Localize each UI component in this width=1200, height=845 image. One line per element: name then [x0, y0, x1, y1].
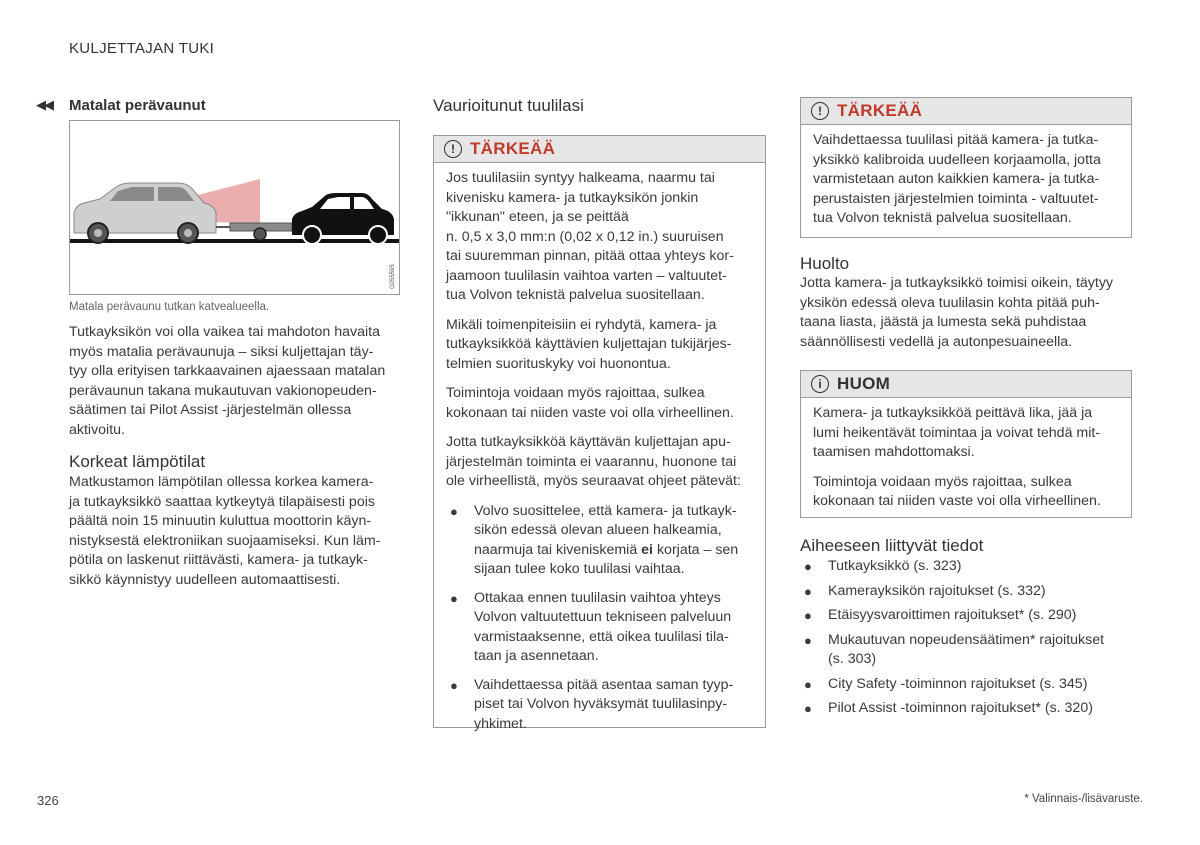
list-item: ● Volvo suosittelee, että kamera- ja tutkayk- sikön edessä olevan alueen halkeamia, naarmuja tai kiveniskemiä ei korjata – sen sijaan tulee koko tuulilasi vaihtaa.	[450, 502, 739, 577]
dirt-paragraph: Kamera- ja tutkayksikköä peittävä lika, jää ja lumi heikentävät toimintaa ja voivat tehdä mit- taamisen mahdottomaksi.	[813, 405, 1101, 460]
note-title: HUOM	[837, 374, 891, 393]
list-item: ● Ottakaa ennen tuulilasin vaihtoa yhteys Volvon valtuutettuun tekniseen palveluun varmistaaksenne, että oikea tuulilasi tila- taan ja asennetaan.	[450, 589, 732, 664]
instructions-list	[446, 502, 753, 735]
note-box-header	[801, 371, 1131, 398]
functions-limited-note-paragraph: Toimintoja voidaan myös rajoittaa, sulkea kokonaan tai niiden vaste voi olla virheellinen.	[813, 473, 1101, 509]
related-link-camera-limitations[interactable]: ● Kamerayksikön rajoitukset (s. 332)	[800, 582, 1132, 602]
damaged-windshield-heading: Vaurioitunut tuulilasi	[433, 96, 584, 115]
bullet-icon: ●	[450, 503, 458, 519]
section-title: KULJETTAJAN TUKI	[69, 40, 215, 57]
important-box-header	[801, 98, 1131, 125]
related-link-pilot-assist[interactable]: ● Pilot Assist -toiminnon rajoitukset* (s. 320)	[800, 699, 1132, 719]
related-info-list-container	[800, 557, 1132, 724]
black-car-icon	[292, 193, 394, 244]
note-box-body	[801, 398, 1131, 526]
important-box-header	[434, 136, 765, 163]
bullet-icon: ●	[450, 590, 458, 606]
warning-icon: !	[444, 140, 462, 158]
performance-paragraph: Mikäli toimenpiteisiin ei ryhdytä, kamera- ja tutkayksikköä käyttävien kuljettajan tukijärjes- telmien suorituskyky voi huonontua.	[446, 316, 732, 372]
important-box-body	[801, 125, 1131, 243]
important-box-calibration	[800, 97, 1132, 238]
high-temperatures-text	[69, 473, 399, 600]
bullet-icon: ●	[804, 701, 812, 716]
back-arrows-icon[interactable]: ◀◀	[36, 97, 52, 112]
low-trailer-icon	[216, 223, 292, 240]
radar-blind-spot-figure	[70, 121, 400, 295]
maintenance-text	[800, 274, 1132, 362]
high-temperatures-heading: Korkeat lämpötilat	[69, 452, 206, 471]
low-trailers-paragraph: Tutkayksikön voi olla vaikea tai mahdoton havaita myös matalia perävaunuja – siksi kuljettajan täy- tyy olla erityisen tarkkaavainen ajaessaan matalan perävaunun takana mukautuvan vakionopeuden- säätimen tai Pilot Assist -järjestelmän ollessa aktivoitu.	[69, 324, 386, 438]
optional-equipment-note: * Valinnais-/lisävaruste.	[1024, 793, 1143, 805]
important-title: TÄRKEÄÄ	[470, 139, 556, 158]
related-info-heading: Aiheeseen liittyvät tiedot	[800, 536, 984, 555]
low-trailers-heading: Matalat perävaunut	[69, 97, 206, 114]
related-info-list	[800, 557, 1132, 719]
instructions-intro-paragraph: Jotta tutkayksikköä käyttävän kuljettajan apu- järjestelmän toiminta ei vaarannu, huonone tai ole virheellistä, myös seuraavat ohjeet pätevät:	[446, 434, 741, 489]
related-link-city-safety[interactable]: ● City Safety -toiminnon rajoitukset (s. 345)	[800, 675, 1132, 695]
low-trailers-text	[69, 323, 399, 450]
functions-limited-paragraph: Toimintoja voidaan myös rajoittaa, sulkea kokonaan tai niiden vaste voi olla virheellinen.	[446, 385, 734, 421]
bullet-icon: ●	[804, 559, 812, 574]
important-box-windshield	[433, 135, 766, 732]
related-link-distance-warning[interactable]: ● Etäisyysvaroittimen rajoitukset* (s. 290)	[800, 606, 1132, 626]
bullet-icon: ●	[804, 676, 812, 692]
important-box-body	[434, 163, 765, 747]
calibration-paragraph: Vaihdettaessa tuulilasi pitää kamera- ja tutka- yksikkö kalibroida uudelleen korjaamolla, jotta varmistetaan auton kaikkien kamera- ja tutka- perustaisten järjestelmien toiminta - valtuutet- tua Volvon teknistä palvelua suositellaan.	[813, 132, 1101, 226]
related-link-adaptive-cruise[interactable]: ● Mukautuvan nopeudensäätimen* rajoitukset (s. 303)	[804, 631, 1105, 667]
bullet-icon: ●	[804, 608, 812, 623]
suv-car-icon	[74, 183, 216, 243]
low-trailer-illustration	[69, 120, 400, 295]
high-temperatures-paragraph: Matkustamon lämpötilan ollessa korkea kamera- ja tutkayksikkö saattaa kytkeytyä tilapäisesti pois päältä noin 15 minuutin kuluttua moottorin käyn- nistyksestä elektroniikan suojaamiseksi. Kun läm- pötila on laskenut riittävästi, kamera- ja tutkayk- sikkö käynnistyy uudelleen automaattisesti.	[69, 474, 381, 588]
maintenance-heading: Huolto	[800, 254, 850, 273]
info-icon: i	[811, 375, 829, 393]
maintenance-paragraph: Jotta kamera- ja tutkayksikkö toimisi oikein, täytyy yksikön edessä oleva tuulilasin kohta pitää puh- taana liasta, jäästä ja lumesta sekä puhdistaa säännöllisesti vedellä ja autonpesuaineella.	[800, 275, 1114, 350]
figure-caption: Matala perävaunu tutkan katvealueella.	[69, 301, 270, 313]
figure-code: G055595	[390, 264, 396, 289]
warning-icon: !	[811, 102, 829, 120]
list-item: ● Vaihdettaessa pitää asentaa saman tyyp- piset tai Volvon hyväksymät tuulilasinpy- yhkimet.	[450, 676, 734, 732]
page-number: 326	[37, 793, 59, 808]
note-box	[800, 370, 1132, 518]
important-title: TÄRKEÄÄ	[837, 101, 923, 120]
related-link-radar-unit[interactable]: ● Tutkayksikkö (s. 323)	[800, 557, 1132, 577]
road-line	[70, 239, 400, 243]
bullet-icon: ●	[804, 632, 812, 648]
bullet-icon: ●	[450, 677, 458, 693]
windshield-damage-paragraph: Jos tuulilasiin syntyy halkeama, naarmu tai kivenisku kamera- ja tutkayksikön jonkin "ikkunan" eteen, ja se peittää n. 0,5 x 3,0 mm:n (0,02 x 0,12 in.) suuruisen tai suuremman pinnan, pitää ottaa yhteys kor- jaamoon tuulilasin vaihtoa varten – valtuutet- tua Volvon teknistä palvelua suositellaan.	[446, 170, 734, 303]
bullet-icon: ●	[804, 583, 812, 599]
